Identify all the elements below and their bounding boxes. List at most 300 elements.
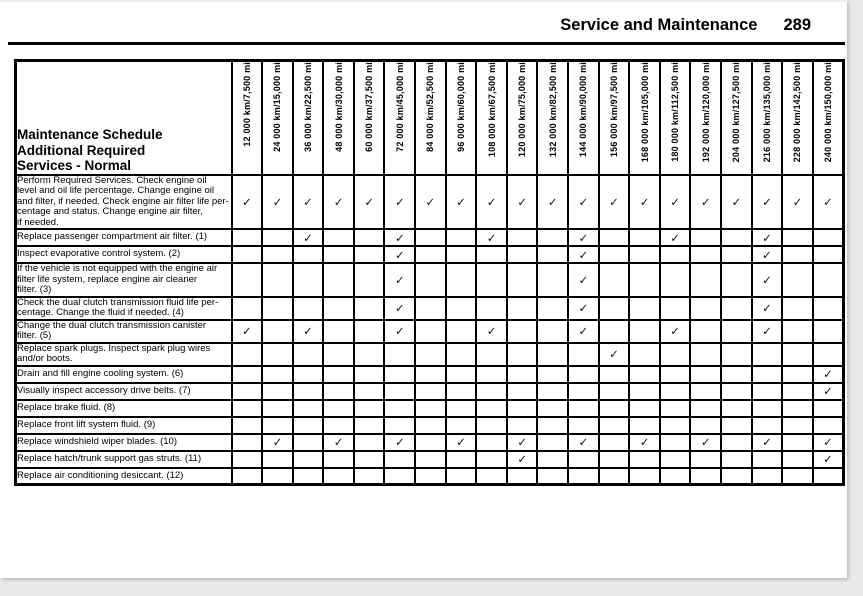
check-cell-empty [752, 366, 783, 383]
checkmark-icon: ✓ [241, 196, 252, 209]
interval-column-header [507, 61, 538, 175]
checkmark-icon: ✓ [303, 232, 313, 245]
interval-label: 144 000 km/90,000 mi [578, 62, 589, 158]
checkmark-icon: ✓ [517, 196, 527, 209]
check-cell-empty [476, 366, 507, 383]
check-cell-empty [752, 417, 783, 434]
check-cell-empty [721, 297, 752, 320]
check-cell-empty [446, 263, 477, 297]
service-label: Perform Required Services. Check engine oil level and oil life percentage. Change engine oil and filter, if needed. Check engine air filter life per- centage and status. Change engine air filter, if needed. [16, 175, 232, 230]
check-cell-empty [690, 263, 721, 297]
checkmark-icon: ✓ [456, 437, 466, 449]
check-cell-empty [293, 468, 324, 485]
checkmark-icon: ✓ [762, 437, 772, 449]
check-cell-empty [323, 383, 354, 400]
checkmark-icon: ✓ [823, 369, 833, 381]
check-cell-empty [323, 297, 354, 320]
check-cell-empty [354, 297, 385, 320]
checkmark-icon: ✓ [486, 196, 497, 209]
check-cell-empty [660, 383, 691, 400]
check-cell-empty [354, 451, 385, 468]
checkmark-icon: ✓ [425, 196, 436, 209]
check-cell-empty [660, 451, 691, 468]
check-cell-empty [660, 366, 691, 383]
interval-label: 156 000 km/97,500 mi [608, 62, 619, 158]
interval-column-header [354, 61, 385, 175]
check-cell-empty [415, 263, 446, 297]
check-cell-empty [384, 468, 415, 485]
check-cell-empty [782, 417, 813, 434]
check-cell-empty [354, 246, 385, 263]
maintenance-rows [16, 175, 844, 485]
check-cell-empty [690, 366, 721, 383]
check-cell-empty [293, 366, 324, 383]
check-cell-empty [262, 451, 293, 468]
check-cell-empty [262, 417, 293, 434]
checkmark-icon: ✓ [578, 196, 589, 209]
interval-label: 204 000 km/127,500 mi [731, 62, 742, 163]
check-cell-empty [813, 468, 844, 485]
check-cell-checked [752, 434, 783, 451]
check-cell-empty [232, 263, 263, 297]
check-cell-empty [660, 434, 691, 451]
check-cell-empty [354, 383, 385, 400]
check-cell-checked [446, 175, 477, 230]
check-cell-empty [537, 366, 568, 383]
check-cell-empty [384, 417, 415, 434]
check-cell-empty [415, 246, 446, 263]
check-cell-empty [537, 434, 568, 451]
check-cell-empty [690, 229, 721, 246]
interval-label: 240 000 km/150,000 mi [822, 62, 833, 163]
checkmark-icon: ✓ [639, 196, 650, 209]
check-cell-empty [323, 400, 354, 417]
check-cell-empty [232, 400, 263, 417]
check-cell-checked [232, 320, 263, 343]
checkmark-icon: ✓ [333, 196, 344, 209]
check-cell-empty [262, 468, 293, 485]
checkmark-icon: ✓ [700, 196, 711, 209]
table-row [16, 366, 844, 383]
check-cell-empty [537, 263, 568, 297]
check-cell-empty [415, 383, 446, 400]
table-row [16, 434, 844, 451]
checkmark-icon: ✓ [394, 326, 405, 338]
check-cell-empty [721, 229, 752, 246]
check-cell-empty [507, 297, 538, 320]
table-row [16, 451, 844, 468]
check-cell-empty [660, 263, 691, 297]
table-row [16, 229, 844, 246]
check-cell-checked [629, 175, 660, 230]
service-label: Visually inspect accessory drive belts. (7) [16, 383, 232, 400]
check-cell-empty [446, 320, 477, 343]
check-cell-checked [384, 246, 415, 263]
check-cell-empty [721, 246, 752, 263]
check-cell-empty [476, 468, 507, 485]
check-cell-checked [384, 229, 415, 246]
check-cell-empty [232, 417, 263, 434]
check-cell-empty [629, 297, 660, 320]
check-cell-empty [568, 383, 599, 400]
check-cell-empty [507, 383, 538, 400]
check-cell-checked [568, 434, 599, 451]
check-cell-empty [568, 417, 599, 434]
interval-label: 12 000 km/7,500 mi [241, 62, 252, 147]
service-label: Replace front lift system fluid. (9) [16, 417, 232, 434]
checkmark-icon: ✓ [333, 437, 344, 449]
table-row [16, 468, 844, 485]
check-cell-empty [599, 263, 630, 297]
check-cell-empty [782, 320, 813, 343]
check-cell-empty [721, 366, 752, 383]
check-cell-empty [415, 400, 446, 417]
check-cell-empty [599, 366, 630, 383]
checkmark-icon: ✓ [823, 196, 833, 209]
checkmark-icon: ✓ [731, 196, 742, 209]
check-cell-empty [507, 400, 538, 417]
checkmark-icon: ✓ [609, 196, 619, 209]
check-cell-empty [690, 383, 721, 400]
check-cell-empty [446, 417, 477, 434]
check-cell-empty [323, 366, 354, 383]
check-cell-empty [599, 229, 630, 246]
check-cell-checked [384, 297, 415, 320]
interval-column-header [415, 61, 446, 175]
check-cell-empty [568, 451, 599, 468]
check-cell-empty [629, 229, 660, 246]
interval-label: 72 000 km/45,000 mi [394, 62, 405, 152]
service-label: Check the dual clutch transmission fluid life per- centage. Change the fluid if needed. (4) [16, 297, 232, 320]
page-number: 289 [783, 16, 811, 34]
check-cell-empty [323, 263, 354, 297]
corner-header: Maintenance Schedule Additional Required Services - Normal [16, 61, 232, 175]
checkmark-icon: ✓ [303, 326, 313, 338]
check-cell-empty [660, 343, 691, 366]
check-cell-checked [293, 229, 324, 246]
check-cell-empty [721, 468, 752, 485]
check-cell-checked [384, 320, 415, 343]
interval-label: 84 000 km/52,500 mi [425, 62, 436, 152]
check-cell-empty [415, 297, 446, 320]
checkmark-icon: ✓ [609, 349, 619, 361]
check-cell-empty [629, 400, 660, 417]
check-cell-empty [323, 468, 354, 485]
check-cell-empty [752, 451, 783, 468]
check-cell-empty [446, 451, 477, 468]
check-cell-empty [721, 343, 752, 366]
check-cell-empty [446, 383, 477, 400]
check-cell-empty [721, 383, 752, 400]
check-cell-empty [629, 343, 660, 366]
interval-column-header [446, 61, 477, 175]
interval-column-header [293, 61, 324, 175]
interval-label: 120 000 km/75,000 mi [517, 62, 528, 158]
checkmark-icon: ✓ [394, 232, 405, 245]
checkmark-icon: ✓ [272, 437, 283, 449]
check-cell-empty [752, 383, 783, 400]
check-cell-empty [446, 246, 477, 263]
check-cell-empty [629, 468, 660, 485]
interval-column-header [752, 61, 783, 175]
check-cell-empty [232, 451, 263, 468]
page-title: Service and Maintenance [560, 16, 758, 34]
check-cell-checked [752, 175, 783, 230]
checkmark-icon: ✓ [394, 303, 405, 315]
interval-column-header [384, 61, 415, 175]
checkmark-icon: ✓ [364, 196, 374, 209]
check-cell-empty [262, 383, 293, 400]
checkmark-icon: ✓ [670, 196, 680, 209]
check-cell-empty [629, 383, 660, 400]
check-cell-empty [262, 320, 293, 343]
interval-label: 60 000 km/37,500 mi [364, 62, 375, 152]
check-cell-empty [537, 229, 568, 246]
check-cell-empty [629, 366, 660, 383]
checkmark-icon: ✓ [700, 437, 711, 449]
check-cell-empty [476, 417, 507, 434]
check-cell-checked [507, 451, 538, 468]
check-cell-empty [476, 343, 507, 366]
check-cell-empty [354, 468, 385, 485]
checkmark-icon: ✓ [456, 196, 466, 209]
check-cell-empty [354, 320, 385, 343]
check-cell-empty [813, 343, 844, 366]
check-cell-empty [813, 417, 844, 434]
check-cell-empty [782, 297, 813, 320]
check-cell-empty [752, 343, 783, 366]
check-cell-empty [537, 400, 568, 417]
check-cell-empty [813, 229, 844, 246]
check-cell-checked [262, 434, 293, 451]
check-cell-empty [690, 451, 721, 468]
check-cell-empty [813, 263, 844, 297]
check-cell-empty [354, 417, 385, 434]
check-cell-checked [752, 263, 783, 297]
check-cell-empty [507, 320, 538, 343]
service-label: Inspect evaporative control system. (2) [16, 246, 232, 263]
check-cell-empty [660, 468, 691, 485]
check-cell-empty [782, 263, 813, 297]
checkmark-icon: ✓ [578, 232, 589, 245]
check-cell-empty [782, 451, 813, 468]
check-cell-empty [690, 343, 721, 366]
check-cell-empty [293, 263, 324, 297]
check-cell-empty [323, 343, 354, 366]
check-cell-empty [599, 297, 630, 320]
checkmark-icon: ✓ [394, 249, 405, 262]
table-row [16, 175, 844, 230]
check-cell-checked [323, 434, 354, 451]
check-cell-empty [629, 451, 660, 468]
check-cell-empty [660, 297, 691, 320]
check-cell-empty [690, 320, 721, 343]
check-cell-checked [660, 229, 691, 246]
service-label: If the vehicle is not equipped with the engine air filter life system, replace engine air cleaner filter. (3) [16, 263, 232, 297]
check-cell-empty [262, 246, 293, 263]
check-cell-checked [782, 175, 813, 230]
check-cell-checked [507, 434, 538, 451]
service-label: Replace hatch/trunk support gas struts. (11) [16, 451, 232, 468]
check-cell-checked [599, 343, 630, 366]
interval-label: 192 000 km/120,000 mi [700, 62, 711, 163]
check-cell-checked [568, 175, 599, 230]
checkmark-icon: ✓ [578, 249, 589, 262]
header-rule [8, 42, 845, 45]
check-cell-empty [813, 320, 844, 343]
checkmark-icon: ✓ [303, 196, 313, 209]
check-cell-empty [507, 229, 538, 246]
check-cell-empty [568, 366, 599, 383]
checkmark-icon: ✓ [670, 232, 680, 245]
check-cell-empty [568, 468, 599, 485]
check-cell-empty [476, 400, 507, 417]
check-cell-empty [476, 383, 507, 400]
table-row [16, 417, 844, 434]
check-cell-checked [629, 434, 660, 451]
check-cell-empty [384, 400, 415, 417]
check-cell-empty [446, 400, 477, 417]
service-label: Replace windshield wiper blades. (10) [16, 434, 232, 451]
check-cell-empty [599, 320, 630, 343]
check-cell-checked [752, 297, 783, 320]
interval-label: 96 000 km/60,000 mi [455, 62, 466, 152]
checkmark-icon: ✓ [823, 386, 833, 398]
check-cell-empty [354, 229, 385, 246]
check-cell-checked [813, 175, 844, 230]
check-cell-empty [537, 417, 568, 434]
check-cell-empty [415, 343, 446, 366]
check-cell-empty [262, 263, 293, 297]
interval-label: 228 000 km/142,500 mi [792, 62, 803, 163]
service-label: Replace brake fluid. (8) [16, 400, 232, 417]
check-cell-empty [537, 468, 568, 485]
check-cell-checked [568, 229, 599, 246]
check-cell-checked [384, 175, 415, 230]
check-cell-empty [782, 434, 813, 451]
check-cell-empty [782, 366, 813, 383]
check-cell-empty [507, 343, 538, 366]
checkmark-icon: ✓ [486, 232, 497, 245]
check-cell-empty [721, 320, 752, 343]
interval-label: 108 000 km/67,500 mi [486, 62, 497, 158]
table-row [16, 263, 844, 297]
interval-label: 180 000 km/112,500 mi [670, 62, 681, 162]
service-label: Replace air conditioning desiccant. (12) [16, 468, 232, 485]
check-cell-empty [446, 343, 477, 366]
table-row [16, 343, 844, 366]
check-cell-empty [721, 434, 752, 451]
check-cell-empty [415, 229, 446, 246]
check-cell-empty [752, 468, 783, 485]
check-cell-checked [813, 434, 844, 451]
check-cell-empty [293, 343, 324, 366]
check-cell-empty [323, 229, 354, 246]
check-cell-empty [293, 434, 324, 451]
check-cell-empty [293, 400, 324, 417]
check-cell-empty [415, 434, 446, 451]
checkmark-icon: ✓ [394, 274, 405, 287]
check-cell-empty [232, 468, 263, 485]
checkmark-icon: ✓ [823, 437, 833, 449]
check-cell-empty [446, 229, 477, 246]
check-cell-empty [232, 366, 263, 383]
check-cell-checked [752, 229, 783, 246]
interval-column-header [782, 61, 813, 175]
checkmark-icon: ✓ [486, 326, 497, 338]
check-cell-empty [752, 400, 783, 417]
check-cell-empty [323, 246, 354, 263]
check-cell-empty [476, 451, 507, 468]
check-cell-checked [568, 297, 599, 320]
check-cell-empty [599, 383, 630, 400]
check-cell-empty [476, 246, 507, 263]
check-cell-empty [446, 297, 477, 320]
interval-column-header [568, 61, 599, 175]
check-cell-checked [354, 175, 385, 230]
check-cell-empty [690, 468, 721, 485]
checkmark-icon: ✓ [762, 326, 772, 338]
check-cell-empty [813, 400, 844, 417]
check-cell-empty [415, 417, 446, 434]
check-cell-empty [721, 417, 752, 434]
checkmark-icon: ✓ [394, 196, 405, 209]
check-cell-checked [476, 175, 507, 230]
check-cell-empty [415, 451, 446, 468]
check-cell-checked [813, 383, 844, 400]
checkmark-icon: ✓ [792, 196, 803, 209]
check-cell-checked [537, 175, 568, 230]
check-cell-empty [354, 400, 385, 417]
check-cell-empty [782, 468, 813, 485]
interval-column-header [629, 61, 660, 175]
interval-label: 48 000 km/30,000 mi [333, 62, 344, 152]
interval-header-row [16, 61, 844, 175]
check-cell-checked [690, 434, 721, 451]
check-cell-empty [476, 434, 507, 451]
check-cell-empty [262, 366, 293, 383]
check-cell-checked [262, 175, 293, 230]
interval-label: 216 000 km/135,000 mi [761, 62, 772, 163]
check-cell-empty [323, 320, 354, 343]
check-cell-empty [507, 468, 538, 485]
check-cell-checked [568, 320, 599, 343]
check-cell-checked [813, 451, 844, 468]
check-cell-empty [232, 434, 263, 451]
check-cell-empty [232, 343, 263, 366]
check-cell-checked [599, 175, 630, 230]
check-cell-empty [507, 263, 538, 297]
checkmark-icon: ✓ [823, 454, 833, 466]
checkmark-icon: ✓ [762, 232, 772, 245]
checkmark-icon: ✓ [241, 326, 252, 338]
interval-label: 36 000 km/22,500 mi [302, 62, 313, 152]
interval-column-header [262, 61, 293, 175]
service-label: Replace spark plugs. Inspect spark plug wires and/or boots. [16, 343, 232, 366]
check-cell-empty [629, 320, 660, 343]
check-cell-checked [293, 175, 324, 230]
interval-column-header [323, 61, 354, 175]
check-cell-empty [568, 400, 599, 417]
check-cell-empty [782, 383, 813, 400]
check-cell-checked [507, 175, 538, 230]
checkmark-icon: ✓ [578, 437, 589, 449]
check-cell-empty [690, 297, 721, 320]
check-cell-empty [293, 451, 324, 468]
check-cell-checked [476, 229, 507, 246]
checkmark-icon: ✓ [272, 196, 283, 209]
checkmark-icon: ✓ [394, 437, 405, 449]
